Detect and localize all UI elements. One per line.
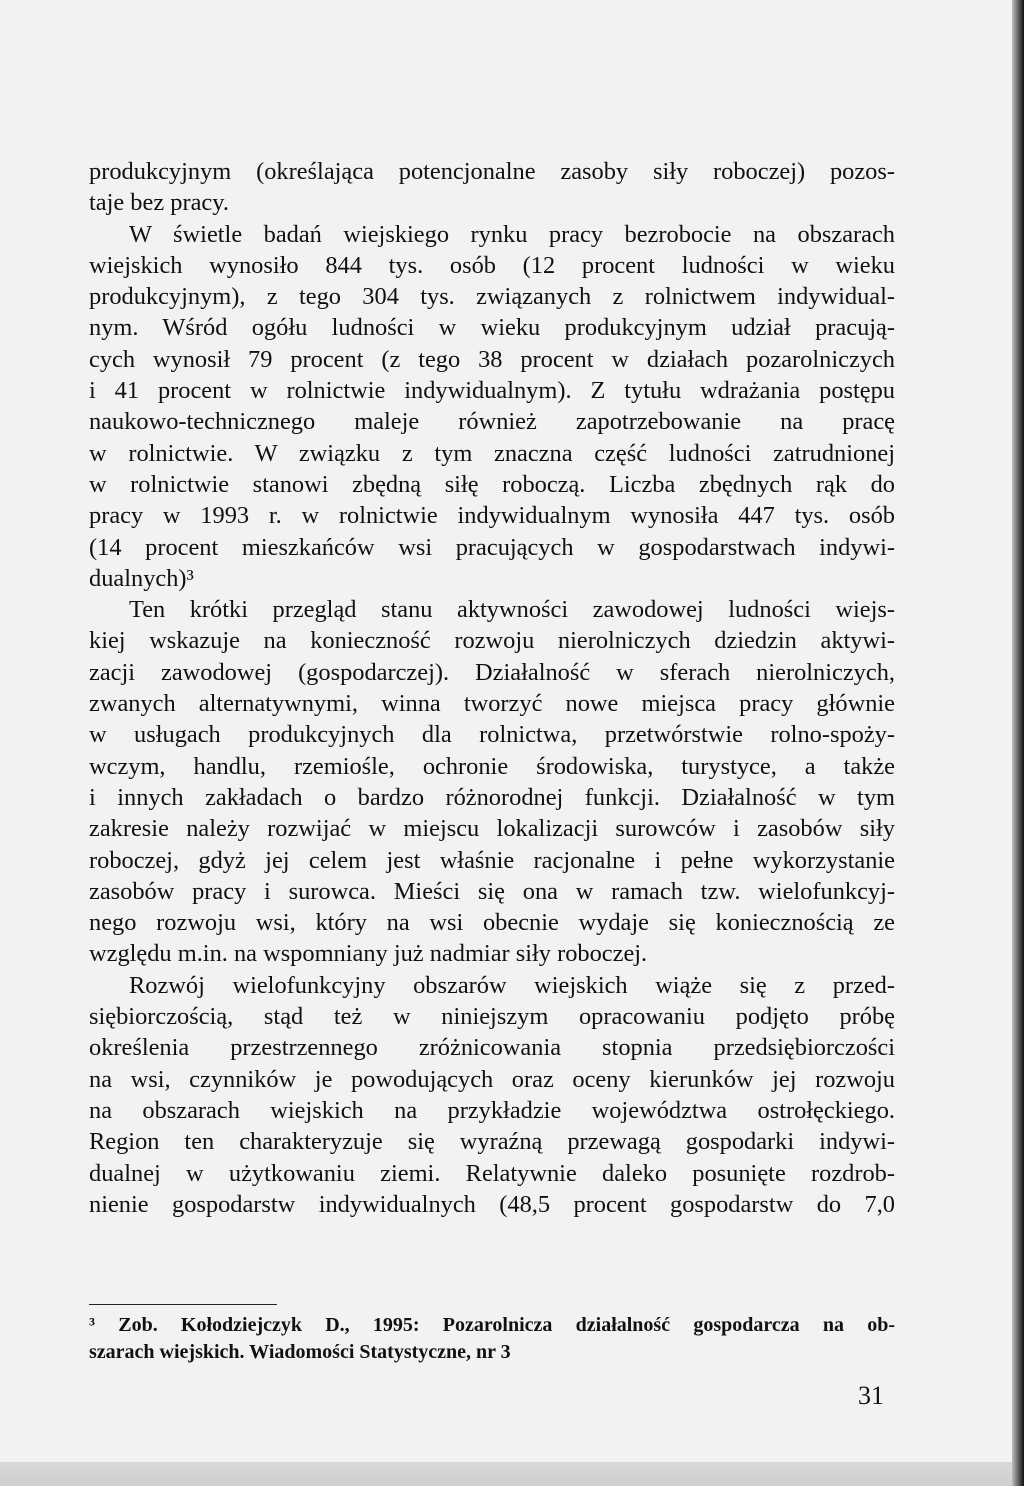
body-line: dualnych)³ [89, 564, 194, 592]
body-line: pracy w 1993 r. w rolnictwie indywidualnym wynosiła 447 tys. osób [89, 502, 895, 530]
body-line: i innych zakładach o bardzo różnorodnej funkcji. Działalność w tym [89, 783, 895, 811]
scanner-bottom-band [0, 1462, 1012, 1486]
body-line: produkcyjnym), z tego 304 tys. związanych z rolnictwem indywidual- [89, 283, 895, 311]
body-line: wczym, handlu, rzemiośle, ochronie środowiska, turystyce, a także [89, 752, 895, 780]
footnote-line: szarach wiejskich. Wiadomości Statystyczne, nr 3 [89, 1341, 511, 1363]
body-line: zasobów pracy i surowca. Mieści się ona w ramach tzw. wielofunkcyj- [89, 877, 895, 905]
body-line: na wsi, czynników je powodujących oraz oceny kierunków jej rozwoju [89, 1065, 895, 1093]
body-line: zwanych alternatywnymi, winna tworzyć nowe miejsca pracy głównie [89, 690, 895, 718]
footnote [89, 1312, 895, 1366]
body-line: w rolnictwie stanowi zbędną siłę roboczą. Liczba zbędnych rąk do [89, 470, 895, 498]
body-line: nym. Wśród ogółu ludności w wieku produkcyjnym udział pracują- [89, 314, 895, 342]
body-line: w usługach produkcyjnych dla rolnictwa, przetwórstwie rolno-spoży- [89, 721, 895, 749]
footnote-line: ³ Zob. Kołodziejczyk D., 1995: Pozarolnicza działalność gospodarcza na ob- [89, 1314, 895, 1336]
body-line: określenia przestrzennego zróżnicowania stopnia przedsiębiorczości [89, 1034, 895, 1062]
body-line: wiejskich wynosiło 844 tys. osób (12 procent ludności w wieku [89, 251, 895, 279]
footnote-divider [89, 1304, 277, 1305]
body-line: względu m.in. na wspomniany już nadmiar siły roboczej. [89, 940, 648, 968]
page-edge-shadow [1012, 0, 1024, 1486]
body-line: Rozwój wielofunkcyjny obszarów wiejskich wiąże się z przed- [129, 971, 895, 999]
body-line: Ten krótki przegląd stanu aktywności zawodowej ludności wiejs- [129, 596, 895, 624]
body-line: kiej wskazuje na konieczność rozwoju nierolniczych dziedzin aktywi- [89, 627, 895, 655]
body-line: zacji zawodowej (gospodarczej). Działalność w sferach nierolniczych, [89, 658, 895, 686]
body-text [89, 156, 895, 1220]
body-line: i 41 procent w rolnictwie indywidualnym). Z tytułu wdrażania postępu [89, 377, 895, 405]
body-line: naukowo-technicznego maleje również zapotrzebowanie na pracę [89, 408, 895, 436]
body-line: siębiorczością, stąd też w niniejszym opracowaniu podjęto próbę [89, 1003, 895, 1031]
page-number: 31 [858, 1381, 884, 1410]
body-line: (14 procent mieszkańców wsi pracujących w gospodarstwach indywi- [89, 533, 895, 561]
body-line: Region ten charakteryzuje się wyraźną przewagą gospodarki indywi- [89, 1128, 895, 1156]
body-line: na obszarach wiejskich na przykładzie województwa ostrołęckiego. [89, 1096, 895, 1124]
body-line: roboczej, gdyż jej celem jest właśnie racjonalne i pełne wykorzystanie [89, 846, 895, 874]
body-line: W świetle badań wiejskiego rynku pracy bezrobocie na obszarach [129, 220, 895, 248]
body-line: cych wynosił 79 procent (z tego 38 procent w działach pozarolniczych [89, 345, 895, 373]
body-line: dualnej w użytkowaniu ziemi. Relatywnie daleko posunięte rozdrob- [89, 1159, 895, 1187]
body-line: zakresie należy rozwijać w miejscu lokalizacji surowców i zasobów siły [89, 815, 895, 843]
body-line: produkcyjnym (określająca potencjonalne zasoby siły roboczej) pozos- [89, 158, 895, 185]
body-line: w rolnictwie. W związku z tym znaczna część ludności zatrudnionej [89, 439, 895, 467]
body-line: taje bez pracy. [89, 189, 229, 217]
body-line: nego rozwoju wsi, który na wsi obecnie wydaje się koniecznością ze [89, 909, 895, 937]
body-line: nienie gospodarstw indywidualnych (48,5 procent gospodarstw do 7,0 [89, 1190, 895, 1218]
